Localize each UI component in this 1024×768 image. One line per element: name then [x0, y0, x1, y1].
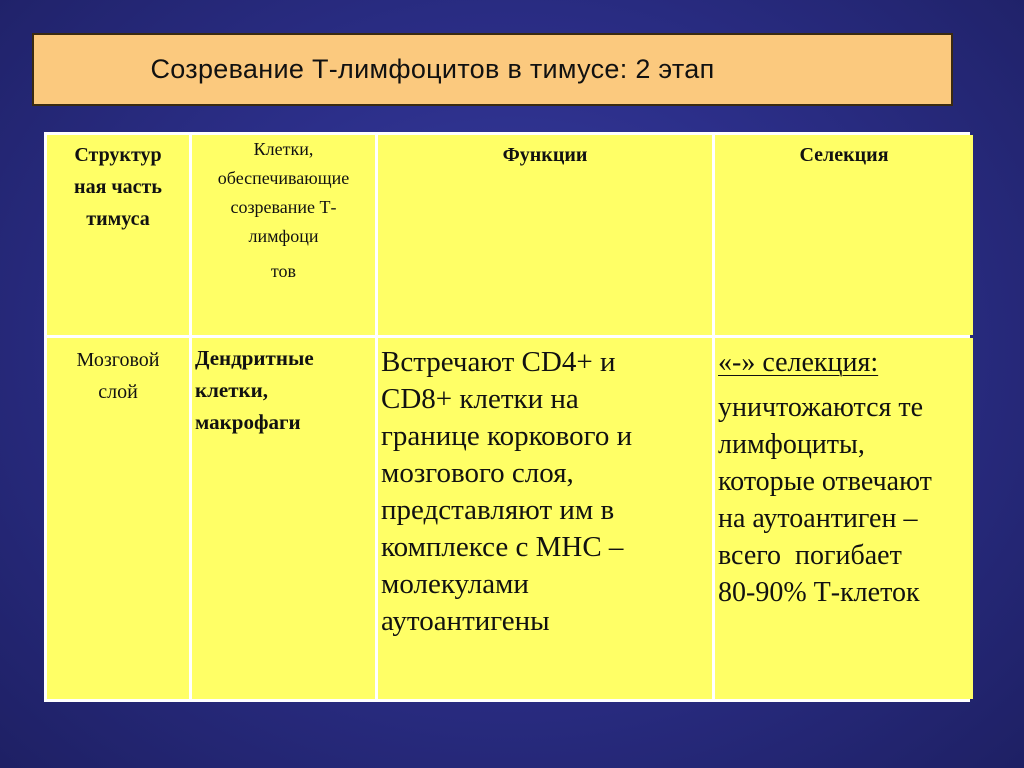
- header-functions-label: Функции: [502, 144, 588, 166]
- header-structure-line: тимуса: [86, 208, 150, 230]
- header-cells: [192, 135, 375, 335]
- header-cells-line: созревание Т-: [230, 197, 337, 217]
- row-structure: [47, 338, 189, 699]
- row-selection-line: которые отвечают: [718, 466, 932, 497]
- row-functions-line: границе коркового и: [381, 420, 633, 452]
- slide-title: Созревание Т-лимфоцитов в тимусе: 2 этап: [150, 54, 715, 84]
- row-functions-line: CD8+ клетки на: [381, 383, 579, 415]
- header-cells-line: лимфоци: [248, 226, 319, 246]
- slide-title-box: [32, 33, 953, 106]
- header-selection: [715, 135, 973, 335]
- row-selection: [715, 338, 973, 699]
- row-functions-line: аутоантигены: [381, 605, 550, 637]
- row-selection-line: лимфоциты,: [718, 429, 865, 460]
- row-functions-line: мозгового слоя,: [381, 457, 574, 489]
- row-cells-line: Дендритные: [195, 346, 314, 370]
- header-cells-line: Клетки,: [253, 139, 314, 159]
- row-cells: [192, 338, 375, 699]
- selection-heading: «-» селекция:: [718, 347, 879, 378]
- row-structure-line: Мозговой: [76, 349, 160, 371]
- header-structure-line: ная часть: [74, 176, 162, 198]
- row-selection-line: уничтожаются те: [718, 392, 924, 423]
- header-cells-line: обеспечивающие: [217, 168, 350, 188]
- thymus-table: [44, 132, 970, 702]
- header-cells-line: тов: [270, 261, 297, 281]
- header-structure-line: Структур: [74, 144, 162, 166]
- row-functions-line: представляют им в: [381, 494, 615, 526]
- row-functions-line: молекулами: [381, 568, 529, 600]
- row-functions: [378, 338, 712, 699]
- row-selection-line: 80-90% Т-клеток: [718, 577, 920, 608]
- row-selection-line: всего погибает: [718, 540, 902, 571]
- header-structure: [47, 135, 189, 335]
- row-functions-line: комплексе с МНС –: [381, 531, 624, 563]
- row-structure-line: слой: [98, 381, 138, 403]
- row-cells-line: макрофаги: [195, 410, 301, 434]
- header-selection-label: Селекция: [799, 144, 889, 166]
- row-functions-line: Встречают CD4+ и: [381, 346, 616, 378]
- selection-body: [718, 389, 971, 611]
- header-functions: [378, 135, 712, 335]
- row-cells-line: клетки,: [195, 378, 268, 402]
- row-selection-line: на аутоантиген –: [718, 503, 918, 534]
